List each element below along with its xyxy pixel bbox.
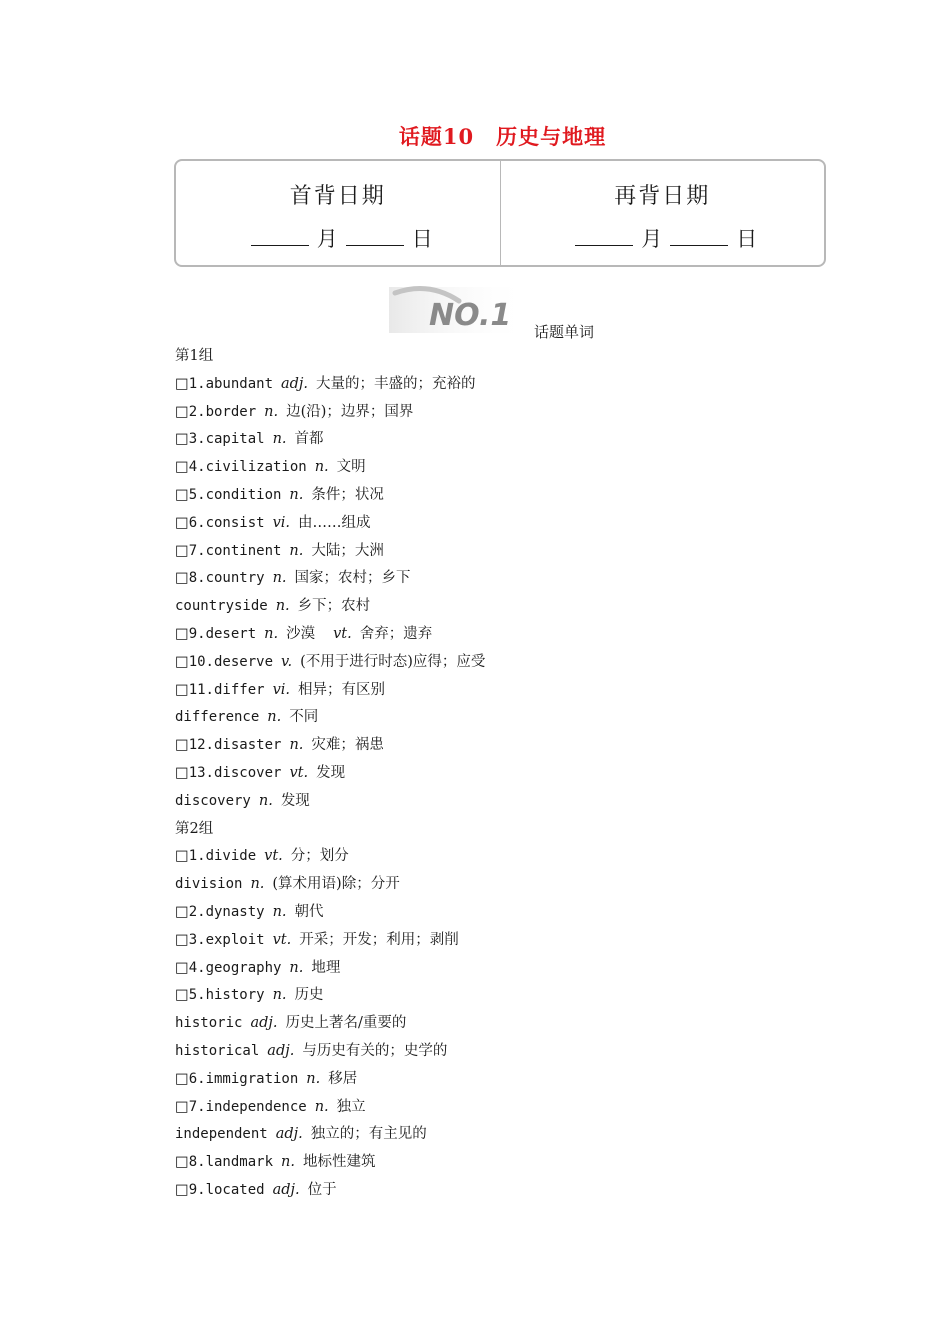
checkbox-icon[interactable]: □ [175,848,189,865]
vocab-item [175,732,795,760]
english-word: geography [205,959,282,976]
review-date-box [174,159,826,267]
item-number: 2. [188,403,206,420]
checkbox-icon[interactable]: □ [175,681,189,698]
second-review-date [500,161,825,265]
english-word: division [175,876,243,893]
item-number: 10. [188,653,214,670]
part-of-speech: n. [306,1070,321,1087]
part-of-speech: n. [250,876,265,893]
vocab-item [175,649,795,677]
english-word: discover [214,764,282,781]
english-word: desert [205,625,257,642]
part-of-speech: vt. [272,931,292,948]
no1-badge [389,283,529,335]
checkbox-icon[interactable]: □ [175,653,189,670]
item-number: 9. [188,1181,206,1198]
first-month-blank[interactable] [251,225,309,246]
part-of-speech: n. [275,598,290,615]
vocab-item [175,454,795,482]
vocab-item [175,899,795,927]
english-word: continent [205,542,282,559]
english-word: discovery [175,792,251,809]
chinese-meaning: 条件；状况 [311,486,384,503]
chinese-meaning: 文明 [336,459,366,476]
vocab-item [175,1066,795,1094]
checkbox-icon[interactable]: □ [175,737,189,754]
checkbox-icon[interactable]: □ [175,764,189,781]
chinese-meaning: 移居 [328,1070,358,1087]
vocab-item [175,1177,795,1205]
part-of-speech: n. [289,486,304,503]
chinese-meaning: 发现 [280,792,310,809]
part-of-speech: n. [314,459,329,476]
part-of-speech: vi. [272,681,291,698]
item-number: 1. [188,848,206,865]
checkbox-icon[interactable]: □ [175,514,189,531]
part-of-speech: vt. [333,625,352,642]
chinese-meaning: 灾难；祸患 [311,737,384,754]
day-label: 日 [411,227,433,251]
checkbox-icon[interactable]: □ [175,625,189,642]
vocab-item [175,760,795,788]
vocab-item [175,788,795,816]
first-review-label: 首背日期 [289,184,386,209]
chinese-meaning: 分；划分 [290,848,349,865]
checkbox-icon[interactable]: □ [175,431,189,448]
chinese-meaning: (算术用语)除；分开 [272,876,400,893]
english-word: exploit [205,931,265,948]
part-of-speech: n. [314,1098,329,1115]
vocab-item [175,955,795,983]
checkbox-icon[interactable]: □ [175,931,189,948]
checkbox-icon[interactable]: □ [175,1154,189,1171]
vocab-item [175,399,795,427]
item-number: 3. [188,431,206,448]
vocab-item [175,371,795,399]
item-number: 2. [188,903,206,920]
chinese-meaning: 大陆；大洲 [311,542,384,559]
chinese-meaning: 不同 [289,709,319,726]
chinese-meaning: 地理 [311,959,341,976]
chinese-meaning: 与历史有关的；史学的 [302,1042,448,1059]
english-word: difference [175,709,260,726]
part-of-speech: adj. [275,1126,303,1143]
english-word: dynasty [205,903,265,920]
first-day-blank[interactable] [346,225,404,246]
part-of-speech: n. [272,987,287,1004]
chinese-meaning: 舍弃；遗弃 [359,625,433,642]
vocab-item [175,538,795,566]
item-number: 6. [188,514,206,531]
english-word: differ [214,681,265,698]
vocab-item [175,704,795,732]
month-label: 月 [641,227,663,251]
chinese-meaning: 历史 [294,987,324,1004]
group-heading: 第1组 [175,348,214,364]
vocab-item [175,1038,795,1066]
chinese-meaning: 国家；农村；乡下 [294,570,411,587]
item-number: 12. [188,737,214,754]
vocab-item [175,677,795,705]
vocab-item [175,927,795,955]
part-of-speech: n. [258,792,273,809]
item-number: 9. [188,625,206,642]
part-of-speech: vt. [289,764,309,781]
chinese-meaning: 由……组成 [298,514,371,531]
chinese-meaning: 独立 [336,1098,366,1115]
vocab-item [175,565,795,593]
checkbox-icon[interactable]: □ [175,375,189,392]
section-title: 话题单词 [534,323,595,341]
english-word: divide [205,848,257,865]
chinese-meaning: (不用于进行时态)应得；应受 [300,653,486,670]
checkbox-icon[interactable]: □ [175,1070,189,1087]
checkbox-icon[interactable]: □ [175,459,189,476]
item-number: 11. [188,681,214,698]
chinese-meaning: 开采；开发；利用；剥削 [299,931,459,948]
group-heading: 第2组 [175,820,214,837]
item-number: 5. [188,486,206,503]
vocab-item [175,1094,795,1122]
english-word: consist [205,514,265,531]
chinese-meaning: 乡下；农村 [297,598,371,615]
vocab-item [175,1121,795,1149]
second-review-label: 再背日期 [614,184,711,209]
checkbox-icon[interactable]: □ [175,1098,189,1115]
item-number: 6. [188,1070,206,1087]
item-number: 4. [188,459,206,476]
item-number: 13. [188,764,214,781]
badge-text: NO.1 [429,298,512,333]
item-number: 7. [188,542,206,559]
english-word: civilization [205,459,307,476]
part-of-speech: n. [289,737,304,754]
item-number: 8. [188,570,206,587]
chinese-meaning: 首都 [294,431,324,448]
checkbox-icon[interactable]: □ [175,403,189,420]
item-number: 3. [188,931,206,948]
part-of-speech: n. [281,1154,295,1171]
vocab-item [175,1149,795,1177]
vocab-item [175,843,795,871]
first-review-date [176,161,500,265]
part-of-speech: vt. [264,848,283,865]
item-number: 7. [188,1098,206,1115]
chinese-meaning: 历史上著名/重要的 [285,1015,407,1032]
page-title: 话题10 历史与地理 [398,124,607,149]
day-label: 日 [736,227,758,251]
english-word: independence [205,1098,307,1115]
english-word: independent [175,1126,268,1143]
part-of-speech: vi. [272,514,291,531]
part-of-speech: n. [267,709,282,726]
english-word: country [205,570,265,587]
vocab-item [175,621,795,649]
part-of-speech: n. [272,903,287,920]
part-of-speech: adj. [267,1042,295,1059]
chinese-meaning: 相异；有区别 [298,681,386,698]
english-word: history [205,987,265,1004]
vocab-item [175,982,795,1010]
chinese-meaning: 朝代 [294,903,324,920]
part-of-speech: adj. [272,1181,300,1198]
english-word: located [205,1181,265,1198]
chinese-meaning: 独立的；有主见的 [310,1126,427,1143]
month-label: 月 [316,227,338,251]
chinese-meaning: 边(沿)；边界；国界 [286,403,414,420]
part-of-speech: n. [272,570,287,587]
part-of-speech: v. [281,653,293,670]
second-day-blank[interactable] [670,225,728,246]
item-number: 5. [188,987,206,1004]
vocab-item [175,593,795,621]
vocab-item [175,426,795,454]
vocabulary-list [175,343,795,1205]
item-number: 1. [188,375,206,392]
part-of-speech: n. [264,403,279,420]
part-of-speech: n. [272,431,287,448]
english-word: historic [175,1015,243,1032]
checkbox-icon[interactable]: □ [175,486,189,503]
english-word: border [205,403,257,420]
english-word: countryside [175,598,268,615]
english-word: historical [175,1042,260,1059]
checkbox-icon[interactable]: □ [175,570,189,587]
part-of-speech: n. [264,625,279,642]
part-of-speech: n. [289,959,304,976]
english-word: landmark [205,1154,273,1171]
chinese-meaning: 位于 [307,1181,337,1198]
chinese-meaning: 发现 [316,764,346,781]
item-number: 4. [188,959,206,976]
checkbox-icon[interactable]: □ [175,1181,189,1198]
chinese-meaning: 大量的；丰盛的；充裕的 [316,375,476,392]
english-word: deserve [214,653,274,670]
second-month-blank[interactable] [575,225,633,246]
english-word: disaster [214,737,282,754]
chinese-meaning: 沙漠 [286,625,316,642]
english-word: abundant [205,375,273,392]
english-word: condition [205,486,282,503]
item-number: 8. [188,1154,206,1171]
checkbox-icon[interactable]: □ [175,903,189,920]
vocab-item [175,871,795,899]
part-of-speech: adj. [281,375,309,392]
vocab-item [175,1010,795,1038]
checkbox-icon[interactable]: □ [175,987,189,1004]
vocab-item [175,482,795,510]
checkbox-icon[interactable]: □ [175,542,189,559]
part-of-speech: n. [289,542,304,559]
vocab-item [175,510,795,538]
english-word: capital [205,431,265,448]
checkbox-icon[interactable]: □ [175,959,189,976]
english-word: immigration [205,1070,299,1087]
chinese-meaning: 地标性建筑 [302,1154,376,1171]
part-of-speech: adj. [250,1015,278,1032]
